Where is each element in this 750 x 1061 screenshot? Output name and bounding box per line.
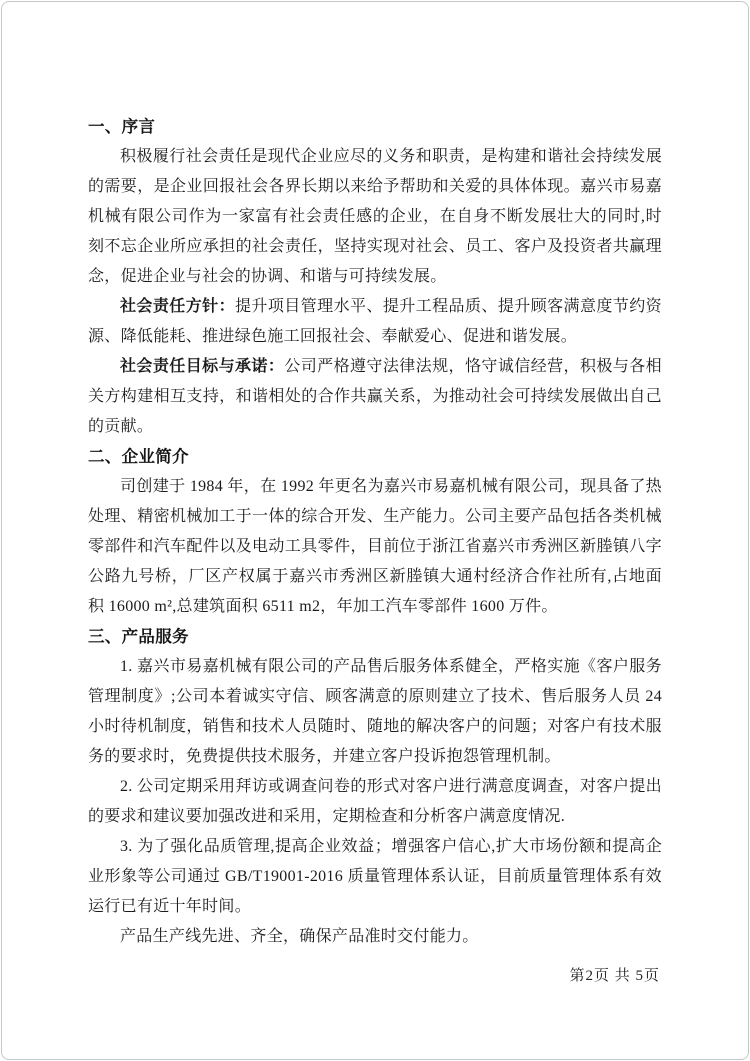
paragraph-lead: 社会责任目标与承诺：: [120, 358, 285, 375]
section-heading-company-profile: [88, 442, 662, 472]
paragraph-csr-commitment: [88, 352, 662, 442]
paragraph-production-line: [88, 922, 662, 952]
paragraph-text: 产品生产线先进、齐全，确保产品准时交付能力。: [120, 928, 479, 945]
paragraph-text: 提升项目管理水平、提升工程品质、提升顾客满意度节约资源、降低能耗、推进绿色施工回报社会、奉献爱心、促进和谐发展。: [88, 298, 662, 345]
paragraph-satisfaction-survey: [88, 772, 662, 832]
section-heading-preface: [88, 112, 662, 142]
paragraph-csr-policy: [88, 292, 662, 352]
paragraph-text: 1. 嘉兴市易嘉机械有限公司的产品售后服务体系健全，严格实施《客户服务管理制度》;公司本着诚实守信、顾客满意的原则建立了技术、售后服务人员 24 小时待机制度，销售和技术人员随时、随地的解决客户的问题；对客户有技术服务的要求时，免费提供技术服务，并建立客户投诉抱怨管理机制。: [88, 658, 662, 765]
paragraph-text: 司创建于 1984 年，在 1992 年更名为嘉兴市易嘉机械有限公司，现具备了热处理、精密机械加工于一体的综合开发、生产能力。公司主要产品包括各类机械零部件和汽车配件以及电动工具零件，目前位于浙江省嘉兴市秀洲区新塍镇八字公路九号桥，厂区产权属于嘉兴市秀洲区新塍镇大通村经济合作社所有,占地面积 16000 m²,总建筑面积 6511 m2，年加工汽车零部件 1600 万件。: [88, 478, 662, 615]
section-heading-text: 二、企业简介: [88, 447, 189, 466]
page-number: [569, 964, 660, 985]
paragraph-text: 积极履行社会责任是现代企业应尽的义务和职责，是构建和谐社会持续发展的需要，是企业回报社会各界长期以来给予帮助和关爱的具体体现。嘉兴市易嘉机械有限公司作为一家富有社会责任感的企业，在自身不断发展壮大的同时,时刻不忘企业所应承担的社会责任，坚持实现对社会、员工、客户及投资者共赢理念，促进企业与社会的协调、和谐与可持续发展。: [88, 148, 662, 285]
document-page: [1, 1, 749, 1060]
section-heading-product-service: [88, 622, 662, 652]
paragraph-text: 2. 公司定期采用拜访或调查问卷的形式对客户进行满意度调查，对客户提出的要求和建议要加强改进和采用，定期检查和分析客户满意度情况.: [88, 778, 662, 825]
paragraph-text: 公司严格遵守法律法规，恪守诚信经营，积极与各相关方构建相互支持，和谐相处的合作共赢关系，为推动社会可持续发展做出自己的贡献。: [88, 358, 662, 435]
paragraph-company-profile: [88, 472, 662, 622]
paragraph-text: 3. 为了强化品质管理,提高企业效益；增强客户信心,扩大市场份额和提高企业形象等公司通过 GB/T19001-2016 质量管理体系认证，目前质量管理体系有效运行已有近十年时间。: [88, 838, 662, 915]
paragraph-lead: 社会责任方针：: [120, 298, 235, 315]
section-heading-text: 三、产品服务: [88, 627, 189, 646]
paragraph-quality-certification: [88, 832, 662, 922]
paragraph-after-sales-service: [88, 652, 662, 772]
paragraph-preface-intro: [88, 142, 662, 292]
section-heading-text: 一、序言: [88, 117, 156, 136]
page-number-text: 第2页 共 5页: [569, 968, 660, 984]
document-body: [88, 112, 662, 952]
